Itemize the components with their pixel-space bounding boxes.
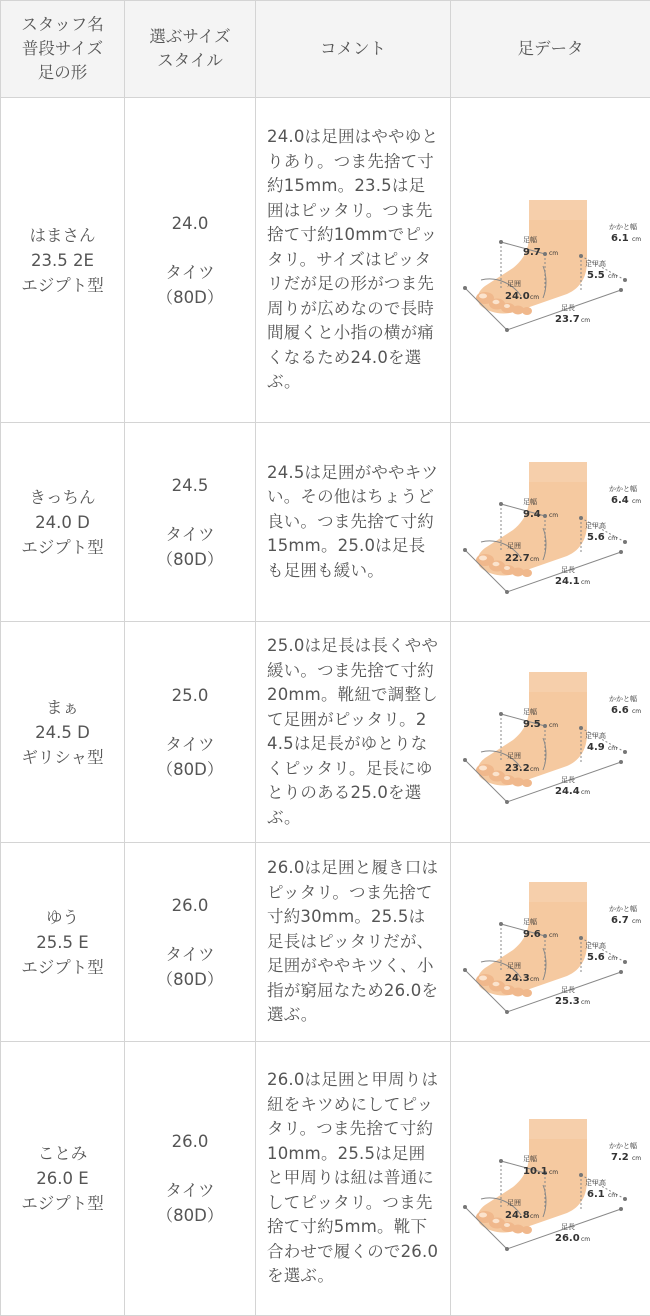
length-unit: cm <box>581 1236 590 1243</box>
instep-value: 6.1 <box>587 1189 605 1200</box>
usual-size: 24.0 D <box>1 510 124 535</box>
sock-style: タイツ <box>125 260 255 285</box>
length-label: 足長 <box>561 565 575 574</box>
staff-cell <box>1 423 125 622</box>
size-cell <box>125 843 256 1042</box>
chosen-size: 24.0 <box>125 211 255 236</box>
width-unit: cm <box>549 512 558 519</box>
size-cell <box>125 423 256 622</box>
table-row <box>1 622 650 843</box>
length-value: 24.1 <box>555 576 580 587</box>
instep-unit: cm <box>608 535 617 542</box>
girth-label: 足囲 <box>507 961 521 970</box>
girth-value: 24.0 <box>505 291 530 302</box>
foot-shape: エジプト型 <box>1 1191 124 1216</box>
usual-size: 25.5 E <box>1 930 124 955</box>
staff-name: ことみ <box>1 1141 124 1166</box>
staff-cell <box>1 622 125 843</box>
instep-label: 足甲高 <box>585 1178 606 1187</box>
foot-diagram <box>451 862 650 1022</box>
heel-unit: cm <box>632 236 641 243</box>
instep-label: 足甲高 <box>585 731 606 740</box>
girth-value: 24.3 <box>505 973 530 984</box>
header-row <box>1 1 650 98</box>
heel-label: かかと幅 <box>609 484 637 493</box>
width-label: 足幅 <box>523 235 537 244</box>
width-value: 9.6 <box>523 929 541 940</box>
staff-cell <box>1 843 125 1042</box>
length-value: 26.0 <box>555 1233 580 1244</box>
sock-style: タイツ <box>125 942 255 967</box>
heel-value: 7.2 <box>611 1152 629 1163</box>
girth-unit: cm <box>530 766 539 773</box>
width-label: 足幅 <box>523 497 537 506</box>
foot-data-cell <box>451 622 650 843</box>
girth-label: 足囲 <box>507 541 521 550</box>
length-label: 足長 <box>561 1222 575 1231</box>
instep-unit: cm <box>608 955 617 962</box>
width-label: 足幅 <box>523 917 537 926</box>
instep-label: 足甲高 <box>585 259 606 268</box>
girth-label: 足囲 <box>507 279 521 288</box>
staff-name: きっちん <box>1 485 124 510</box>
comment-cell: 26.0は足囲と履き口はピッタリ。つま先捨て寸約30mm。25.5は足長はピッタリだが、足囲がややキツく、小指が窮屈なため26.0を選ぶ。 <box>256 843 451 1042</box>
width-value: 10.1 <box>523 1166 548 1177</box>
girth-unit: cm <box>530 976 539 983</box>
girth-value: 23.2 <box>505 763 530 774</box>
foot-diagram <box>451 1099 650 1259</box>
table-row <box>1 1042 650 1316</box>
width-unit: cm <box>549 722 558 729</box>
staff-cell <box>1 1042 125 1316</box>
girth-label: 足囲 <box>507 1198 521 1207</box>
size-cell <box>125 1042 256 1316</box>
width-unit: cm <box>549 1169 558 1176</box>
heel-label: かかと幅 <box>609 1141 637 1150</box>
comment-cell: 24.5は足囲がややキツい。その他はちょうど良い。つま先捨て寸約15mm。25.0は足長も足囲も緩い。 <box>256 423 451 622</box>
instep-unit: cm <box>608 273 617 280</box>
length-unit: cm <box>581 999 590 1006</box>
foot-shape: ギリシャ型 <box>1 745 124 770</box>
sock-style: タイツ <box>125 732 255 757</box>
length-unit: cm <box>581 579 590 586</box>
instep-unit: cm <box>608 745 617 752</box>
sock-denier: （80D） <box>125 757 255 782</box>
foot-data-cell <box>451 98 650 423</box>
instep-unit: cm <box>608 1192 617 1199</box>
foot-data-cell <box>451 843 650 1042</box>
heel-label: かかと幅 <box>609 694 637 703</box>
sock-style: タイツ <box>125 1178 255 1203</box>
heel-value: 6.6 <box>611 705 629 716</box>
girth-label: 足囲 <box>507 751 521 760</box>
sock-denier: （80D） <box>125 547 255 572</box>
heel-label: かかと幅 <box>609 904 637 913</box>
length-value: 25.3 <box>555 996 580 1007</box>
chosen-size: 26.0 <box>125 1129 255 1154</box>
instep-value: 5.6 <box>587 532 605 543</box>
instep-value: 5.5 <box>587 270 605 281</box>
length-unit: cm <box>581 317 590 324</box>
width-value: 9.7 <box>523 247 541 258</box>
table-row <box>1 423 650 622</box>
size-cell <box>125 98 256 423</box>
width-value: 9.4 <box>523 509 541 520</box>
staff-name: まぁ <box>1 695 124 720</box>
length-value: 23.7 <box>555 314 580 325</box>
header-comment: コメント <box>256 1 451 98</box>
heel-unit: cm <box>632 1155 641 1162</box>
size-cell <box>125 622 256 843</box>
foot-diagram <box>451 652 650 812</box>
usual-size: 24.5 D <box>1 720 124 745</box>
foot-data-cell <box>451 423 650 622</box>
length-label: 足長 <box>561 985 575 994</box>
sock-style: タイツ <box>125 522 255 547</box>
foot-diagram <box>451 442 650 602</box>
girth-value: 22.7 <box>505 553 530 564</box>
usual-size: 26.0 E <box>1 1166 124 1191</box>
length-unit: cm <box>581 789 590 796</box>
length-value: 24.4 <box>555 786 580 797</box>
width-unit: cm <box>549 932 558 939</box>
usual-size: 23.5 2E <box>1 248 124 273</box>
width-label: 足幅 <box>523 1154 537 1163</box>
girth-unit: cm <box>530 556 539 563</box>
header-staff: スタッフ名 普段サイズ 足の形 <box>1 1 125 98</box>
heel-unit: cm <box>632 708 641 715</box>
table-row <box>1 98 650 423</box>
foot-data-cell <box>451 1042 650 1316</box>
instep-value: 5.6 <box>587 952 605 963</box>
chosen-size: 25.0 <box>125 683 255 708</box>
girth-unit: cm <box>530 294 539 301</box>
foot-shape: エジプト型 <box>1 535 124 560</box>
instep-label: 足甲高 <box>585 521 606 530</box>
instep-value: 4.9 <box>587 742 605 753</box>
header-size: 選ぶサイズ スタイル <box>125 1 256 98</box>
length-label: 足長 <box>561 775 575 784</box>
sock-denier: （80D） <box>125 967 255 992</box>
foot-shape: エジプト型 <box>1 273 124 298</box>
heel-unit: cm <box>632 918 641 925</box>
header-foot-data: 足データ <box>451 1 650 98</box>
width-unit: cm <box>549 250 558 257</box>
heel-label: かかと幅 <box>609 222 637 231</box>
foot-diagram <box>451 180 650 340</box>
sock-denier: （80D） <box>125 1203 255 1228</box>
heel-value: 6.4 <box>611 495 629 506</box>
staff-name: ゆう <box>1 905 124 930</box>
comment-cell: 26.0は足囲と甲周りは紐をキツめにしてピッタリ。つま先捨て寸約10mm。25.5は足囲と甲周りは紐は普通にしてピッタリ。つま先捨て寸約5mm。靴下合わせで履くので26.0を選ぶ。 <box>256 1042 451 1316</box>
instep-label: 足甲高 <box>585 941 606 950</box>
width-value: 9.5 <box>523 719 541 730</box>
heel-unit: cm <box>632 498 641 505</box>
heel-value: 6.7 <box>611 915 629 926</box>
comment-cell: 25.0は足長は長くやや緩い。つま先捨て寸約20mm。靴紐で調整して足囲がピッタリ。24.5は足長がゆとりなくピッタリ。足長にゆとりのある25.0を選ぶ。 <box>256 622 451 843</box>
length-label: 足長 <box>561 303 575 312</box>
table-row <box>1 843 650 1042</box>
sock-denier: （80D） <box>125 285 255 310</box>
girth-unit: cm <box>530 1213 539 1220</box>
girth-value: 24.8 <box>505 1210 530 1221</box>
heel-value: 6.1 <box>611 233 629 244</box>
chosen-size: 26.0 <box>125 893 255 918</box>
staff-cell <box>1 98 125 423</box>
comment-cell: 24.0は足囲はややゆとりあり。つま先捨て寸約15mm。23.5は足囲はピッタリ。つま先捨て寸約10mmでピッタリ。サイズはピッタリだが足の形がつま先周りが広めなので長時間履くと小指の横が痛くなるため24.0を選ぶ。 <box>256 98 451 423</box>
staff-name: はまさん <box>1 223 124 248</box>
chosen-size: 24.5 <box>125 473 255 498</box>
width-label: 足幅 <box>523 707 537 716</box>
foot-shape: エジプト型 <box>1 955 124 980</box>
